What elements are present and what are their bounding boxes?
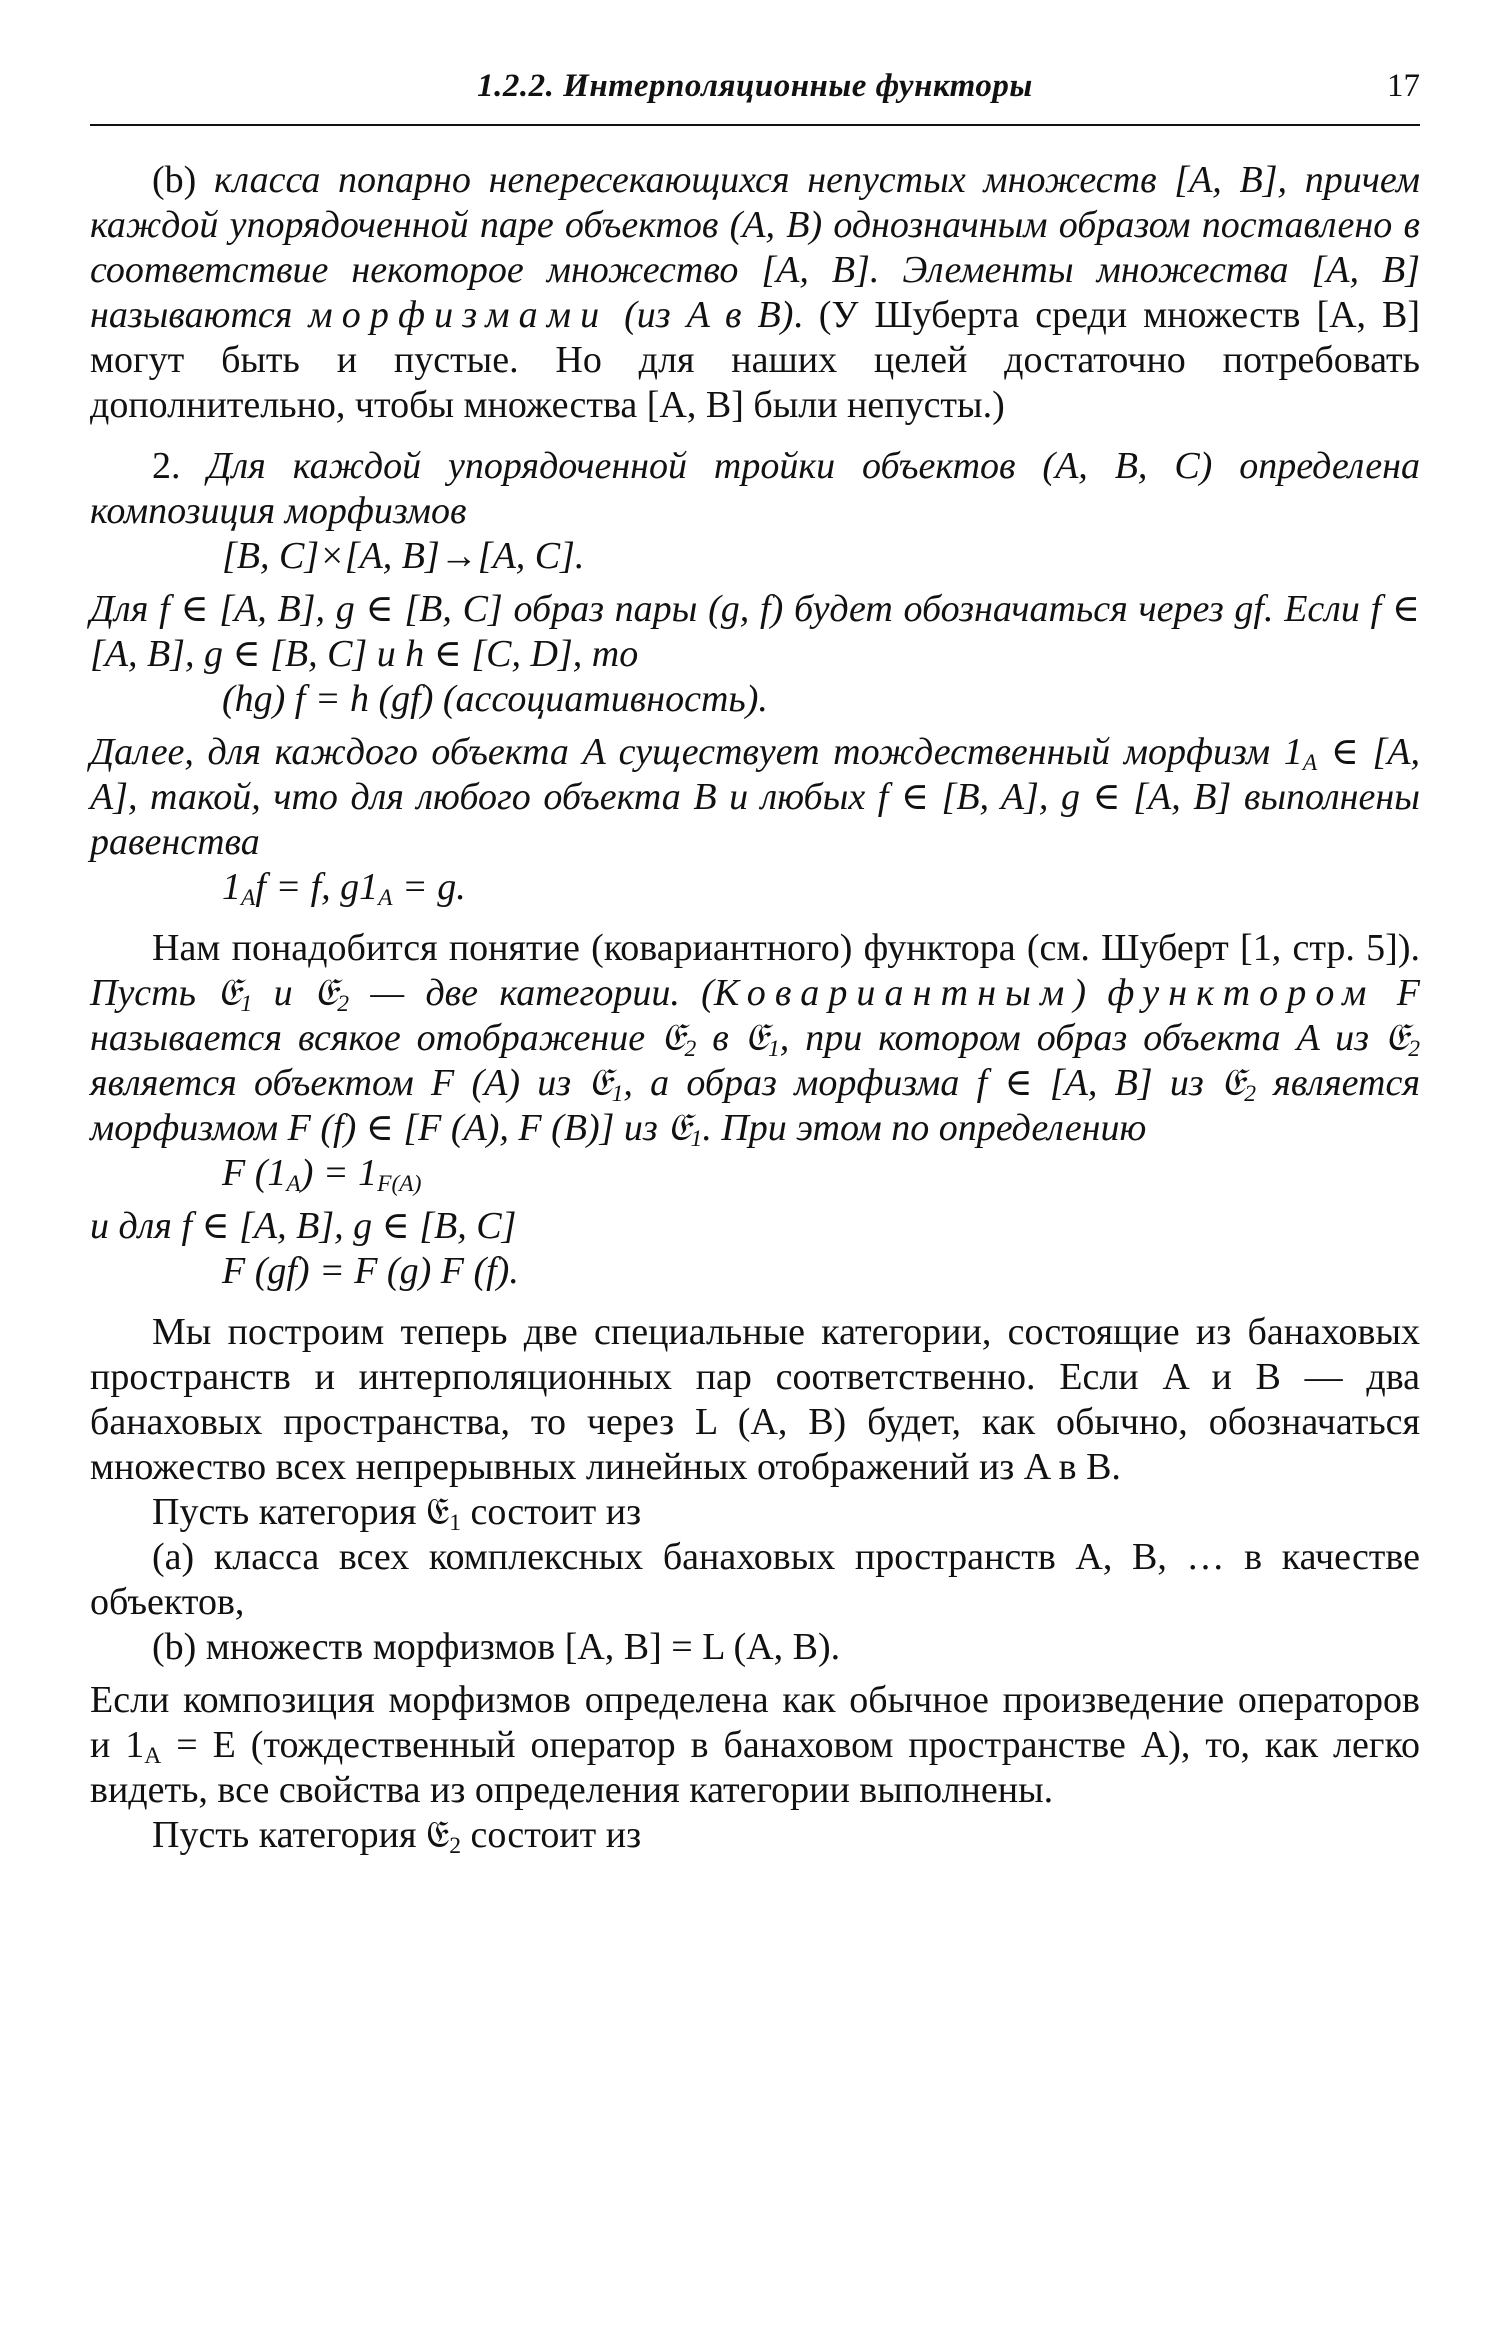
functor-p12: . При этом по определению (702, 1107, 1147, 1149)
formula-identity-a: 1 (222, 866, 241, 908)
functor-p2: Пусть 𝔈 (90, 972, 241, 1014)
unit-a-sub: A (286, 1170, 301, 1197)
composition-sub: A (144, 1742, 162, 1769)
formula-functor-unit (90, 1151, 1420, 1196)
composition-b: = E (тождественный оператор в банаховом пространстве A), то, как легко видеть, все свойства из определения категории выполнены. (90, 1724, 1420, 1811)
functor-p10: , а образ морфизма f ∈ [A, B] из 𝔈 (623, 1062, 1245, 1104)
item-2-italic: Для каждой упорядоченной тройки объектов (A, B, C) определена композиция морфизмов (90, 445, 1421, 532)
formula-identity (90, 865, 1420, 910)
identity-part1: Далее, для каждого объекта A существует тождественный морфизм 1 (90, 731, 1303, 773)
item-b-label: (b) (152, 159, 215, 201)
identity-part2: ∈ [A, A], такой, что для любого объекта B и любых f ∈ [B, A], g ∈ [A, B] выполнены равенства (90, 731, 1420, 863)
c1-sub: 1 (449, 1509, 462, 1536)
spacer (90, 579, 1420, 587)
functor-condition: и для f ∈ [A, B], g ∈ [B, C] (90, 1205, 517, 1247)
spacer (90, 910, 1420, 926)
definition-item-b (90, 158, 1420, 428)
term-morphisms: морфизмами (308, 294, 609, 336)
formula-associativity: (hg) f = h (gf) (ассоциативность). (222, 678, 768, 720)
category-1-item-a: (a) класса всех комплексных банаховых пространств A, B, … в качестве объектов, (90, 1536, 1420, 1623)
definition-item-2 (90, 444, 1420, 534)
category-1-head (90, 1490, 1420, 1535)
item-2-number: 2. (152, 445, 208, 487)
page-number: 17 (1387, 68, 1420, 104)
formula-identity-b: f = f, g1 (255, 866, 379, 908)
functor-p11: является морфизмом F (f) ∈ [F (A), F (B)] из 𝔈 (90, 1062, 1420, 1149)
functor-p4: — две категории. ( (349, 972, 714, 1014)
functor-s1: 1 (240, 990, 253, 1017)
formula-identity-a-sub: A (241, 884, 256, 911)
formula-functor-composition: F (gf) = F (g) F (f). (222, 1250, 519, 1292)
functor-s6: 1 (611, 1080, 624, 1107)
identity-paragraph (90, 730, 1420, 865)
formula-identity-c: = g. (392, 866, 466, 908)
category-1-item-b: (b) множеств морфизмов [A, B] = L (A, B). (152, 1626, 841, 1668)
functor-p8: , при котором образ объекта A из 𝔈 (779, 1017, 1409, 1059)
functor-p9: является объектом F (A) из 𝔈 (90, 1062, 612, 1104)
spacer (90, 428, 1420, 444)
page-header (90, 60, 1420, 118)
running-title: 1.2.2. Интерполяционные функторы (477, 68, 1033, 104)
term-functor: функтором (1107, 972, 1376, 1014)
functor-s2: 2 (337, 990, 350, 1017)
category-2-head (90, 1813, 1420, 1858)
c1-head: Пусть категория 𝔈 (152, 1491, 450, 1533)
functor-p5: ) (1073, 972, 1108, 1014)
c1-tail: состоит из (461, 1491, 642, 1533)
spacer (90, 722, 1420, 730)
item-b-plain-end: . (У Шуберта среди множеств [A, B] могут быть и пустые. Но для наших целей достаточно потребовать дополнительно, чтобы множества [A, B] были непусты.) (90, 294, 1420, 426)
functor-p3: и 𝔈 (252, 972, 338, 1014)
functor-p7: в 𝔈 (696, 1017, 768, 1059)
item-b-italic-end: (из A в B) (608, 294, 794, 336)
functor-s5: 2 (1408, 1035, 1421, 1062)
item-b-italic: класса попарно непересекающихся непустых множеств [A, B], причем каждой упорядоченной паре объектов (A, B) однозначным образом поставлено в соответствие некоторое множество [A, B]. Элементы множества [A, B] называются (90, 159, 1420, 336)
spacer (90, 1294, 1420, 1310)
c2-tail: состоит из (461, 1814, 642, 1856)
header-rule (90, 124, 1420, 126)
page-body (90, 158, 1420, 1858)
functor-p6: F называется всякое отображение 𝔈 (90, 972, 1420, 1059)
functor-s4: 1 (767, 1035, 780, 1062)
identity-sub: A (1302, 749, 1318, 776)
categories-intro: Мы построим теперь две специальные категории, состоящие из банаховых пространств и интерполяционных пар соответственно. Если A и B — два банаховых пространства, то через L (A, B) будет, как обычно, обозначаться множество всех непрерывных линейных отображений из A в B. (90, 1311, 1420, 1488)
functor-p1: Нам понадобится понятие (ковариантного) функтора (см. Шуберт [1, стр. 5]). (152, 927, 1420, 969)
spacer (90, 1196, 1420, 1204)
unit-b: ) = 1 (300, 1152, 378, 1194)
formula-composition: [B, C]×[A, B]→[A, C]. (222, 535, 585, 577)
composition-paragraph (90, 1678, 1420, 1813)
composition-a: Если композиция морфизмов определена как обычное произведение операторов и 1 (90, 1679, 1420, 1766)
notation-paragraph: Для f ∈ [A, B], g ∈ [B, C] образ пары (g, f) будет обозначаться через gf. Если f ∈ [A, B], g ∈ [B, C] и h ∈ [C, D], то (90, 588, 1420, 675)
functor-s7: 2 (1244, 1080, 1257, 1107)
c2-sub: 2 (449, 1832, 462, 1859)
functor-s3: 2 (684, 1035, 697, 1062)
c2-head: Пусть категория 𝔈 (152, 1814, 450, 1856)
unit-b-sub: F(A) (377, 1170, 422, 1197)
formula-identity-b-sub: A (378, 884, 393, 911)
spacer (90, 1670, 1420, 1678)
term-covariant: Ковариантным (713, 972, 1074, 1014)
unit-a: F (1 (222, 1152, 287, 1194)
functor-s8: 1 (690, 1125, 703, 1152)
functor-paragraph (90, 926, 1420, 1151)
